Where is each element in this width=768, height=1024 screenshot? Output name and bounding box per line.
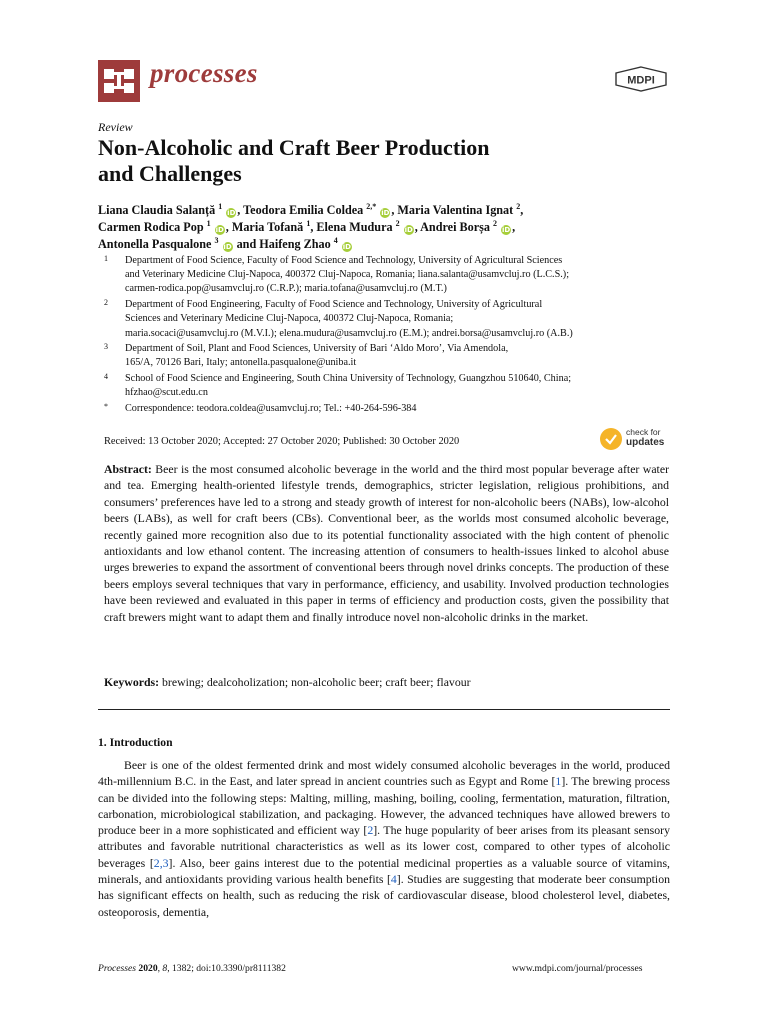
affiliation-number: * (104, 402, 108, 412)
abstract-label: Abstract: (104, 462, 152, 476)
affiliation-number: 4 (104, 372, 108, 382)
affiliation-line: Department of Soil, Plant and Food Sciences, University of Bari ‘Aldo Moro’, Via Amendola, (125, 343, 509, 355)
paragraph-text: ]. Also, beer gains interest due to the potential medicinal properties as a valuable source of vitamins, minerals, and antioxidants providing various health benefits [ (98, 855, 670, 887)
orcid-icon[interactable]: iD (223, 243, 232, 251)
author-name: Maria Tofană (231, 220, 304, 234)
author-list: Liana Claudia Salanță $^1$ iD , Teodora Emilia Coldea $^{2,*}$ iD , Maria Valentina Ignat $^2$, Carmen Rodica Pop $^1$ iD , Maria Tofană $^1$, Elena Mudura $^2$ iD , Andrei Borșa $^2$ iD , Antonella Pasqualone $^3$ iD and Haifeng Zhao $^4$ iD (98, 201, 524, 251)
affiliation-number: 1 (104, 254, 108, 263)
check-updates-line2: updates (626, 437, 665, 448)
paragraph-text: ]. The huge popularity of beer arises from its pleasant sensory attributes and favorable nutritional characteristics as well as its lower cost, compared to other types of alcoholic beverages [ (98, 823, 670, 870)
paragraph-text: Beer is one of the oldest fermented drink and most widely consumed alcoholic beverages in the world, produced 4th-millennium B.C. in the East, and later spread in ancient countries such as Egypt and Rome [ (98, 758, 670, 789)
affiliation-item (104, 298, 674, 341)
footer-journal: Processes (98, 963, 137, 974)
affiliation-number: 2 (104, 298, 108, 308)
journal-name: processes (150, 58, 258, 88)
keywords-label: Keywords: (104, 675, 160, 689)
author-affiliation-sup: 1 (306, 218, 311, 228)
affiliation-line: 165/A, 70126 Bari, Italy; antonella.pasqualone@uniba.it (125, 357, 357, 369)
affiliation-text (125, 298, 674, 341)
author-affiliation-sup: 2 (493, 218, 498, 228)
orcid-icon[interactable]: iD (381, 209, 390, 217)
author-affiliation-sup: 2 (516, 201, 521, 211)
affiliation-line: Department of Food Engineering, Faculty of Food Science and Technology, University of Agricultural (125, 299, 543, 311)
orcid-icon[interactable]: iD (227, 209, 236, 217)
affiliation-text (125, 254, 674, 297)
affiliation-text (125, 402, 674, 416)
affiliation-number: 3 (104, 342, 108, 352)
check-updates-icon (600, 428, 622, 450)
author-name: Haifeng Zhao (259, 237, 331, 251)
affiliation-item (104, 372, 674, 400)
section-divider (98, 709, 670, 710)
affiliation-line: and Veterinary Medicine Cluj-Napoca, 400372 Cluj-Napoca, Romania; liana.salanta@usamvcluj.ro (L.C.S.); (125, 269, 570, 281)
article-type: Review (98, 120, 133, 134)
citation-link[interactable]: 4 (390, 872, 397, 887)
affiliation-line: carmen-rodica.pop@usamvcluj.ro (C.R.P.); maria.tofana@usamvcluj.ro (M.T.) (125, 283, 447, 295)
affiliation-line: Correspondence: teodora.coldea@usamvcluj.ro; Tel.: +40-264-596-384 (125, 403, 417, 415)
footer-journal-url[interactable]: www.mdpi.com/journal/processes (512, 963, 643, 974)
mdpi-logo-text: MDPI (627, 74, 655, 87)
keywords-text: brewing; dealcoholization; non-alcoholic beer; craft beer; flavour (162, 675, 471, 689)
introduction-paragraph (98, 757, 670, 920)
keywords (104, 674, 669, 690)
affiliation-line: Sciences and Veterinary Medicine Cluj-Napoca, 400372 Cluj-Napoca, Romania; (125, 313, 454, 325)
footer-year: 2020 (138, 963, 158, 974)
author-affiliation-sup: 1 (218, 201, 223, 211)
processes-logo-icon (98, 60, 140, 102)
author-name: Liana Claudia Salanță (98, 203, 216, 217)
author-affiliation-sup: 1 (206, 218, 211, 228)
affiliation-line: School of Food Science and Engineering, South China University of Technology, Guangzhou 510640, China; (125, 373, 572, 385)
affiliation-line: Department of Food Science, Faculty of Food Science and Technology, University of Agricultural Sciences (125, 255, 563, 266)
affiliations (104, 254, 674, 418)
affiliation-item (104, 402, 674, 416)
orcid-icon[interactable]: iD (215, 226, 224, 234)
citation-link[interactable]: 2,3 (153, 855, 169, 870)
affiliation-line: maria.socaci@usamvcluj.ro (M.V.I.); elena.mudura@usamvcluj.ro (E.M.); andrei.borsa@usamvcluj.ro (A.B.) (125, 327, 573, 339)
check-updates-line1: check for (626, 427, 661, 437)
author-name: Elena Mudura (316, 220, 393, 234)
affiliation-item (104, 254, 674, 297)
author-name: Antonella Pasqualone (98, 237, 212, 251)
affiliation-text (125, 342, 674, 370)
paragraph-text: ]. Studies are suggesting that moderate beer consumption has significant effects on health, such as reducing the risk of cardiovascular disease, blood cholesterol level, diabetes, osteoporosis, dementia, (98, 872, 670, 919)
abstract-text: Beer is the most consumed alcoholic beverage in the world and the third most popular beverage after water and tea. Emerging health-oriented lifestyle trends, demographics, stricter legislation, religious prohibitions, and consumers’ preferences have led to a strong and steady growth of interest for non-alcoholic beers (NABs), low-alcohol beers (LABs), as well for craft beers (CBs). Conventional beer, as the worlds most consumed alcoholic beverage, recently gained more recognition also due to its potential functionality associated with the high content of phenolic antioxidants and low ethanol content. The increasing attention of consumers to health-issues linked to alcohol abuse urges breweries to expand the assortment of conventional beers through novel drinks concepts. The production of these beers employs several techniques that vary in performance, efficiency, and usability. Involved production technologies have been reviewed and evaluated in this paper in terms of efficiency and production costs, given the possibility that craft brewers might want to adapt them and finally introduce novel non-alcoholic drinks in the market. (104, 462, 669, 624)
paragraph-text: ]. The brewing process can be divided into the following steps: Malting, milling, mashing, boiling, cooling, fermentation, maturation, filtration, carbonation, microbiological stabilization, and packaging. However, the advanced techniques have allowed brewers to produce beer in a more sophisticated and efficient way [ (98, 774, 671, 838)
check-for-updates-badge[interactable] (600, 426, 672, 450)
footer-volume: 8 (162, 963, 168, 974)
footer-citation: Processes 2020, 8, 1382; doi:10.3390/pr8111382 (98, 963, 286, 974)
author-name: Carmen Rodica Pop (98, 220, 204, 234)
footer-doi: , 1382; doi:10.3390/pr8111382 (167, 963, 286, 974)
orcid-icon[interactable]: iD (404, 226, 413, 234)
author-affiliation-sup: 3 (214, 235, 219, 245)
orcid-icon[interactable]: iD (342, 243, 351, 251)
author-name: Andrei Borșa (420, 220, 490, 234)
affiliation-line: hfzhao@scut.edu.cn (125, 387, 208, 399)
section-heading-introduction: 1. Introduction (98, 736, 173, 749)
citation-link[interactable]: 1 (555, 774, 562, 789)
title-line-2: and Challenges (98, 161, 242, 186)
title-line-1: Non-Alcoholic and Craft Beer Production (98, 135, 490, 160)
article-title (98, 135, 638, 187)
author-affiliation-sup: 4 (333, 235, 338, 245)
abstract (104, 461, 669, 625)
citation-link[interactable]: 2 (367, 823, 374, 838)
publication-dates: Received: 13 October 2020; Accepted: 27 October 2020; Published: 30 October 2020 (104, 436, 460, 447)
mdpi-logo-icon (612, 66, 670, 96)
author-affiliation-sup: 2 (395, 218, 400, 228)
author-name: Maria Valentina Ignat (397, 203, 514, 217)
orcid-icon[interactable]: iD (501, 226, 511, 234)
author-affiliation-sup: 2,* (366, 201, 377, 211)
affiliation-item (104, 342, 674, 370)
author-name: Teodora Emilia Coldea (243, 203, 364, 217)
affiliation-text (125, 372, 674, 400)
